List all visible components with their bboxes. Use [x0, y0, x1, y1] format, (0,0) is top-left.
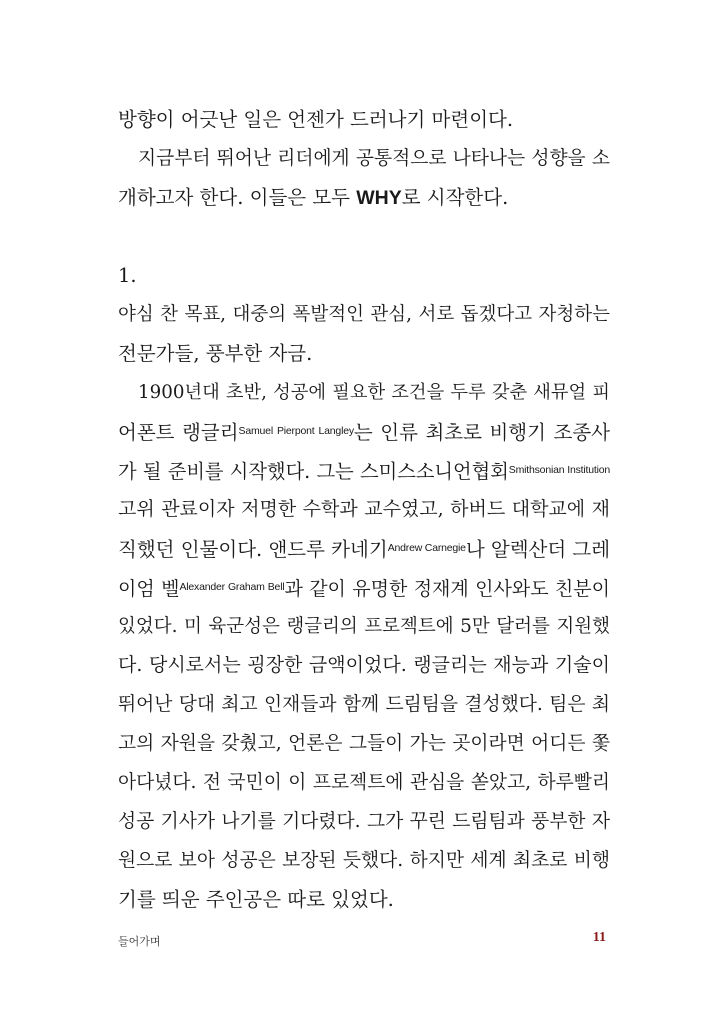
text-run: 로 시작한다. — [401, 186, 509, 209]
text-run: 지금부터 뛰어난 리더에게 공통적으로 나타나는 성향을 소 — [138, 148, 610, 169]
paragraph-line — [118, 178, 610, 217]
text-run: 고의 자원을 갖췄고, 언론은 그들이 가는 곳이라면 어디든 쫓 — [118, 733, 610, 754]
why-term: WHY — [356, 187, 402, 209]
text-run: 기를 띄운 주인공은 따로 있었다. — [118, 888, 394, 911]
paragraph-line — [118, 880, 610, 919]
text-run: 어폰트 랭글리 — [118, 421, 239, 444]
text-run: 가 될 준비를 시작했다. 그는 스미스소니언협회 — [118, 460, 509, 483]
paragraph-line — [118, 100, 610, 139]
text-run: 개하고자 한다. 이들은 모두 — [118, 186, 357, 209]
paragraph-line — [118, 490, 610, 529]
section-gap — [118, 217, 610, 256]
section-number-text: 1. — [118, 264, 137, 287]
text-run: 과 같이 유명한 정재계 인사와도 친분이 — [284, 578, 610, 600]
gloss-smithsonian: Smithsonian Institution — [508, 464, 610, 476]
paragraph-line — [118, 802, 610, 841]
section-number — [118, 256, 610, 295]
paragraph-line — [118, 373, 610, 412]
paragraph-line — [118, 451, 610, 490]
gloss-bell: Alexander Graham Bell — [179, 581, 285, 593]
text-run: 원으로 보아 성공은 보장된 듯했다. 하지만 세계 최초로 비행 — [118, 850, 610, 871]
text-run: 전문가들, 풍부한 자금. — [118, 342, 313, 365]
paragraph-line — [118, 646, 610, 685]
text-run: 방향이 어긋난 일은 언젠가 드러나기 마련이다. — [118, 108, 514, 131]
paragraph-line — [118, 607, 610, 646]
paragraph-line — [118, 529, 610, 568]
gloss-langley: Samuel Pierpont Langley — [238, 425, 354, 437]
paragraph-line — [118, 841, 610, 880]
text-run: 나 알렉산더 그레 — [465, 538, 611, 561]
paragraph-line — [118, 724, 610, 763]
gloss-carnegie: Andrew Carnegie — [387, 542, 466, 554]
running-head: 들어가며 — [118, 935, 161, 948]
text-run: 이엄 벨 — [118, 578, 180, 600]
text-run: 1900년대 초반, 성공에 필요한 조건을 두루 갖춘 새뮤얼 피 — [138, 382, 610, 403]
text-run: 직했던 인물이다. 앤드루 카네기 — [118, 538, 388, 561]
paragraph-line — [118, 685, 610, 724]
paragraph-line — [118, 139, 610, 178]
paragraph-line — [118, 568, 610, 607]
text-run: 아다녔다. 전 국민이 이 프로젝트에 관심을 쏟았고, 하루빨리 — [118, 772, 610, 793]
text-run: 성공 기사가 나기를 기다렸다. 그가 꾸린 드림팀과 풍부한 자 — [118, 811, 610, 832]
paragraph-line — [118, 334, 610, 373]
paragraph-line — [118, 295, 610, 334]
text-run: 다. 당시로서는 굉장한 금액이었다. 랭글리는 재능과 기술이 — [118, 654, 610, 676]
text-run: 뛰어난 당대 최고 인재들과 함께 드림팀을 결성했다. 팀은 최 — [118, 694, 610, 715]
text-run: 있었다. 미 육군성은 랭글리의 프로젝트에 5만 달러를 지원했 — [118, 616, 610, 637]
paragraph-line — [118, 763, 610, 802]
page-number: 11 — [592, 930, 606, 945]
text-run: 는 인류 최초로 비행기 조종사 — [353, 421, 610, 444]
text-run: 고위 관료이자 저명한 수학과 교수였고, 하버드 대학교에 재 — [118, 498, 610, 520]
page-body — [118, 100, 610, 919]
paragraph-line — [118, 412, 610, 451]
text-run: 야심 찬 목표, 대중의 폭발적인 관심, 서로 돕겠다고 자청하는 — [118, 304, 610, 325]
